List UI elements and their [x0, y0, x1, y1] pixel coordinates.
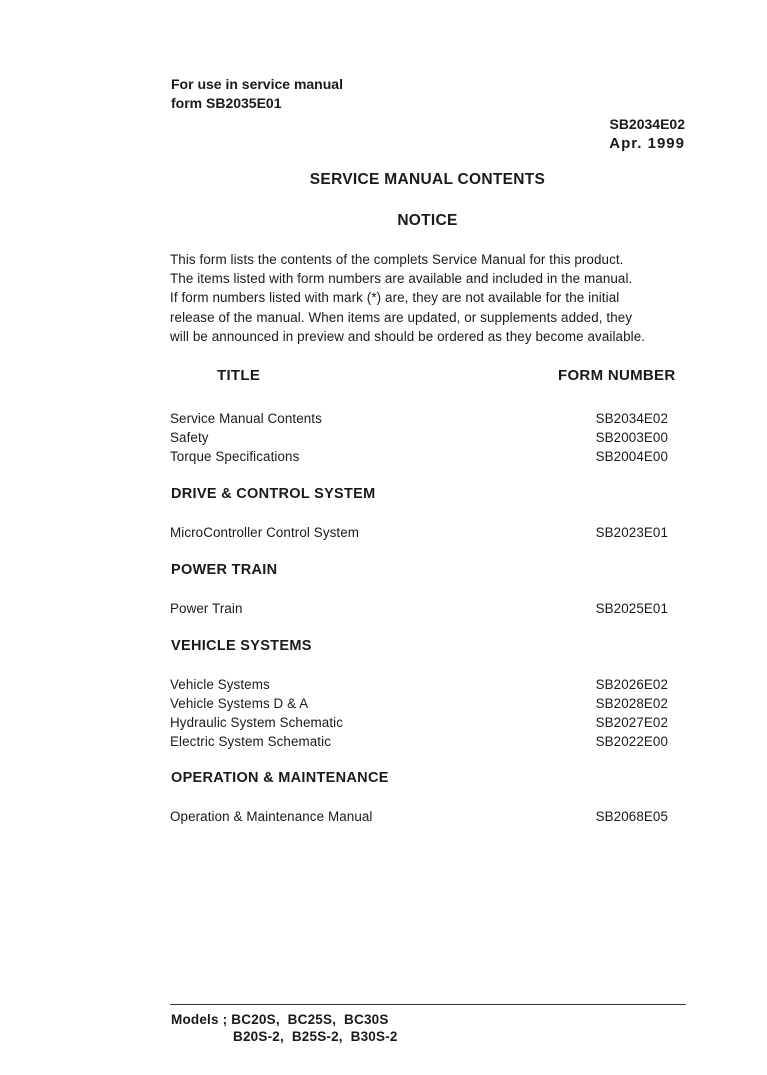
general-items-list	[170, 409, 668, 466]
item-title: Hydraulic System Schematic	[170, 715, 344, 730]
section-heading-vehicle-systems: VEHICLE SYSTEMS	[171, 638, 312, 654]
power-train-items	[170, 599, 668, 618]
form-number-column-header: FORM NUMBER	[558, 367, 676, 384]
list-item	[170, 675, 668, 694]
notice-line: release of the manual. When items are updated, or supplements added, they	[170, 309, 633, 325]
models-line-2: B20S-2, B25S-2, B30S-2	[233, 1029, 398, 1044]
item-form-number: SB2023E01	[595, 525, 668, 540]
notice-line: This form lists the contents of the complets Service Manual for this product.	[170, 252, 624, 267]
item-form-number: SB2034E02	[595, 411, 668, 426]
item-form-number: SB2026E02	[595, 677, 668, 692]
item-form-number: SB2004E00	[595, 449, 668, 464]
section-heading-drive-control: DRIVE & CONTROL SYSTEM	[171, 486, 376, 502]
item-title: Safety	[170, 430, 209, 445]
item-title: Service Manual Contents	[170, 411, 322, 426]
issue-date: Apr. 1999	[609, 135, 685, 152]
list-item	[170, 428, 668, 447]
models-line-1: Models ; BC20S, BC25S, BC30S	[171, 1012, 389, 1027]
list-item	[170, 694, 668, 713]
notice-heading: NOTICE	[397, 212, 458, 229]
item-title: Electric System Schematic	[170, 734, 331, 749]
use-note-line-1: For use in service manual	[171, 76, 343, 92]
item-form-number: SB2022E00	[595, 734, 668, 749]
item-form-number: SB2068E05	[595, 809, 668, 824]
distribution-note	[171, 75, 343, 113]
section-heading-power-train: POWER TRAIN	[171, 562, 278, 578]
item-form-number: SB2025E01	[595, 601, 668, 616]
item-title: Vehicle Systems	[170, 677, 270, 692]
title-column-header: TITLE	[217, 367, 261, 384]
notice-paragraph	[170, 250, 690, 346]
list-item	[170, 409, 668, 428]
vehicle-systems-items	[170, 675, 668, 751]
document-id-block	[609, 114, 685, 154]
notice-line: If form numbers listed with mark (*) are, they are not available for the initial	[170, 290, 620, 306]
item-title: Vehicle Systems D & A	[170, 696, 309, 711]
list-item	[170, 523, 668, 542]
drive-control-items	[170, 523, 668, 542]
item-form-number: SB2028E02	[595, 696, 668, 711]
item-form-number: SB2003E00	[595, 430, 668, 445]
footer-divider	[170, 1004, 686, 1005]
notice-line: will be announced in preview and should be ordered as they become available.	[170, 328, 646, 344]
list-item	[170, 447, 668, 466]
item-title: MicroController Control System	[170, 525, 360, 540]
list-item	[170, 807, 668, 826]
models-footer	[171, 1011, 398, 1045]
section-heading-operation-maintenance: OPERATION & MAINTENANCE	[171, 770, 389, 786]
item-title: Torque Specifications	[170, 449, 300, 464]
list-item	[170, 732, 668, 751]
form-number: SB2034E02	[609, 116, 685, 132]
page-title: SERVICE MANUAL CONTENTS	[309, 171, 546, 188]
notice-line: The items listed with form numbers are available and included in the manual.	[170, 271, 633, 287]
operation-maintenance-items	[170, 807, 668, 826]
list-item	[170, 713, 668, 732]
item-title: Power Train	[170, 601, 243, 616]
list-item	[170, 599, 668, 618]
use-note-line-2: form SB2035E01	[171, 95, 282, 111]
item-title: Operation & Maintenance Manual	[170, 809, 373, 824]
item-form-number: SB2027E02	[595, 715, 668, 730]
